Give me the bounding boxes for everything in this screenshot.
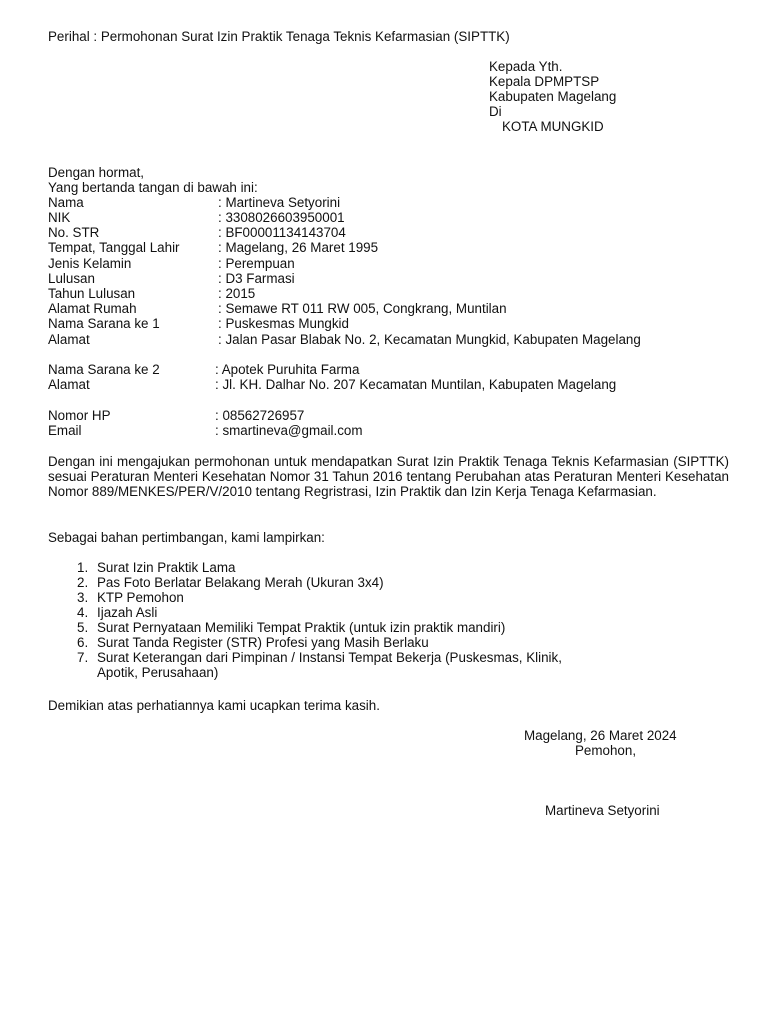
list-item-number: 6. [77,635,89,650]
field-label-nama: Nama [48,195,84,210]
field-label-alamat-rumah: Alamat Rumah [48,301,137,316]
field-value-gender: : Perempuan [218,256,295,271]
greeting: Dengan hormat, [48,165,145,180]
recipient-line-5: KOTA MUNGKID [502,119,604,134]
field-label-phone: Nomor HP [48,408,111,423]
list-item-number: 3. [77,590,89,605]
recipient-line-1: Kepada Yth. [489,59,563,74]
field-label-sarana-2: Nama Sarana ke 2 [48,362,160,377]
field-value-sarana-1: : Puskesmas Mungkid [218,316,349,331]
field-label-email: Email [48,423,82,438]
recipient-line-2: Kepala DPMPTSP [489,74,600,89]
closing-line: Demikian atas perhatiannya kami ucapkan terima kasih. [48,698,380,713]
signer-name: Martineva Setyorini [545,803,660,818]
list-item-text: Pas Foto Berlatar Belakang Merah (Ukuran 3x4) [97,575,384,590]
list-item-text-continued: Apotik, Perusahaan) [97,665,219,680]
recipient-line-3: Kabupaten Magelang [489,89,617,104]
intro-line: Yang bertanda tangan di bawah ini: [48,180,258,195]
field-label-alamat-sarana-2: Alamat [48,377,90,392]
list-item-text: Surat Izin Praktik Lama [97,560,236,575]
field-value-alamat-sarana-1: : Jalan Pasar Blabak No. 2, Kecamatan Mungkid, Kabupaten Magelang [218,332,641,347]
list-item-text: Surat Tanda Register (STR) Profesi yang Masih Berlaku [97,635,429,650]
field-label-str: No. STR [48,225,100,240]
list-item-text: Surat Pernyataan Memiliki Tempat Praktik (untuk izin praktik mandiri) [97,620,506,635]
list-item [0,575,768,590]
field-label-nik: NIK [48,210,71,225]
body-paragraph: Dengan ini mengajukan permohonan untuk mendapatkan Surat Izin Praktik Tenaga Teknis Kefarmasian (SIPTTK) sesuai Peraturan Menteri Kesehatan Nomor 31 Tahun 2016 tentang Perubahan atas Peraturan Menteri Kesehatan Nomor 889/MENKES/PER/V/2010 tentang Regristrasi, Izin Praktik dan Izin Kerja Tenaga Kefarmasian. [48,454,729,500]
field-value-phone: : 08562726957 [215,408,305,423]
attachments-list [0,560,768,680]
list-item [0,605,768,620]
list-item [0,590,768,605]
field-value-ttl: : Magelang, 26 Maret 1995 [218,240,379,255]
field-value-nik: : 3308026603950001 [218,210,345,225]
list-item-text: Ijazah Asli [97,605,158,620]
field-value-alamat-rumah: : Semawe RT 011 RW 005, Congkrang, Muntilan [218,301,507,316]
field-label-gender: Jenis Kelamin [48,256,132,271]
field-value-lulusan: : D3 Farmasi [218,271,295,286]
field-label-tahun-lulusan: Tahun Lulusan [48,286,136,301]
list-item-text: Surat Keterangan dari Pimpinan / Instansi Tempat Bekerja (Puskesmas, Klinik, [97,650,562,665]
place-date: Magelang, 26 Maret 2024 [524,728,677,743]
field-label-lulusan: Lulusan [48,271,95,286]
list-item [0,635,768,650]
list-item-number: 4. [77,605,89,620]
attachments-intro: Sebagai bahan pertimbangan, kami lampirkan: [48,530,325,545]
field-value-tahun-lulusan: : 2015 [218,286,256,301]
list-item-number: 5. [77,620,89,635]
field-value-sarana-2: : Apotek Puruhita Farma [215,362,360,377]
subject-line: Perihal : Permohonan Surat Izin Praktik Tenaga Teknis Kefarmasian (SIPTTK) [48,29,510,44]
field-value-str: : BF00001134143704 [218,225,346,240]
field-label-ttl: Tempat, Tanggal Lahir [48,240,180,255]
list-item [0,620,768,635]
signer-role: Pemohon, [575,743,637,758]
field-label-alamat-sarana-1: Alamat [48,332,90,347]
field-value-nama: : Martineva Setyorini [218,195,341,210]
field-value-alamat-sarana-2: : Jl. KH. Dalhar No. 207 Kecamatan Muntilan, Kabupaten Magelang [215,377,617,392]
list-item-number: 1. [77,560,89,575]
list-item-text: KTP Pemohon [97,590,184,605]
list-item-number: 7. [77,650,89,665]
field-label-sarana-1: Nama Sarana ke 1 [48,316,160,331]
list-item [0,560,768,575]
list-item-number: 2. [77,575,89,590]
field-value-email: : smartineva@gmail.com [215,423,363,438]
list-item [0,650,768,680]
recipient-line-4: Di [489,104,502,119]
